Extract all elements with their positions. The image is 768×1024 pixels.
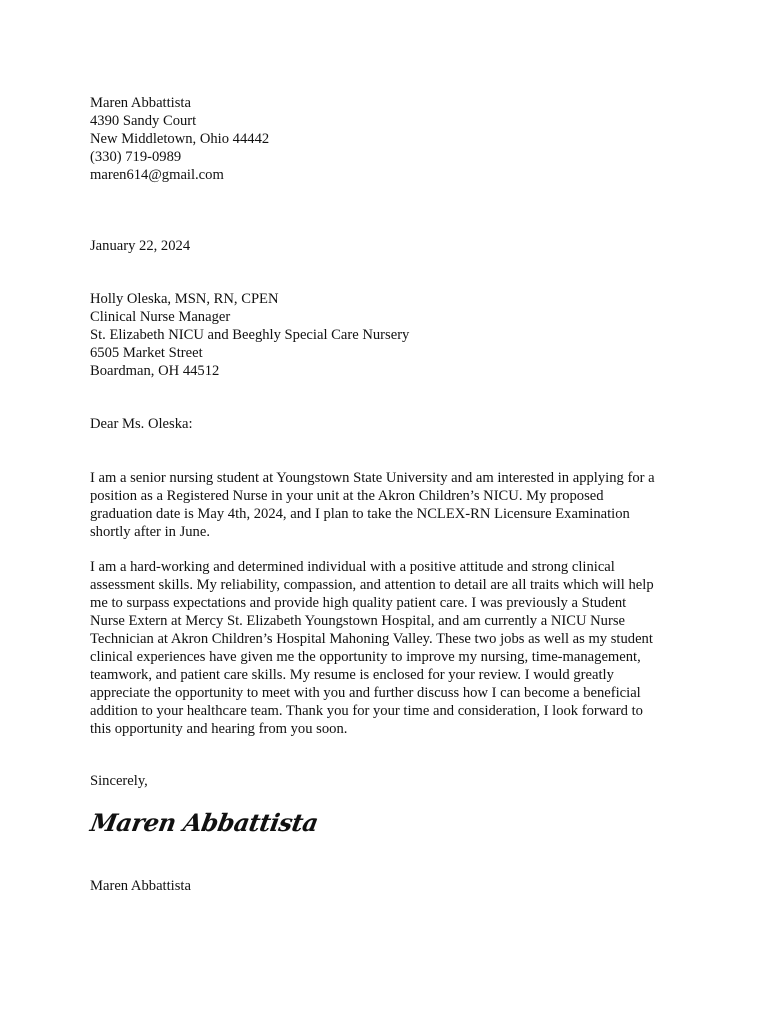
recipient-city-state-zip: Boardman, OH 44512 bbox=[90, 363, 220, 379]
salutation-text: Dear Ms. Oleska: bbox=[90, 416, 193, 432]
recipient-organization: St. Elizabeth NICU and Beeghly Special Care Nursery bbox=[90, 327, 410, 343]
paragraph-line: position as a Registered Nurse in your unit at the Akron Children’s NICU. My proposed bbox=[90, 488, 604, 504]
body-paragraph-1 bbox=[90, 469, 690, 541]
recipient-title: Clinical Nurse Manager bbox=[90, 309, 231, 325]
sender-address-block bbox=[90, 94, 690, 184]
recipient-name: Holly Oleska, MSN, RN, CPEN bbox=[90, 291, 279, 307]
paragraph-line: clinical experiences have given me the opportunity to improve my nursing, time-management, bbox=[90, 649, 641, 665]
paragraph-line: graduation date is May 4th, 2024, and I plan to take the NCLEX-RN Licensure Examination bbox=[90, 506, 630, 522]
recipient-address-block bbox=[90, 290, 690, 380]
date-text: January 22, 2024 bbox=[90, 238, 191, 254]
closing-text: Sincerely, bbox=[90, 773, 148, 789]
body-paragraph-2 bbox=[90, 558, 690, 738]
paragraph-line: teamwork, and patient care skills. My resume is enclosed for your review. I would greatly bbox=[90, 667, 614, 683]
paragraph-line: addition to your healthcare team. Thank you for your time and consideration, I look forward to bbox=[90, 703, 643, 719]
salutation bbox=[90, 415, 690, 433]
closing bbox=[90, 772, 690, 790]
paragraph-line: me to surpass expectations and provide high quality patient care. I was previously a Student bbox=[90, 595, 627, 611]
paragraph-line: shortly after in June. bbox=[90, 524, 210, 540]
sender-phone: (330) 719-0989 bbox=[90, 149, 182, 165]
typed-name bbox=[90, 877, 690, 895]
handwritten-signature: Maren Abbattista bbox=[88, 808, 321, 837]
paragraph-line: I am a hard-working and determined individual with a positive attitude and strong clinical bbox=[90, 559, 615, 575]
letter-date bbox=[90, 237, 690, 255]
paragraph-line: assessment skills. My reliability, compassion, and attention to detail are all traits which will help bbox=[90, 577, 654, 593]
paragraph-line: this opportunity and hearing from you soon. bbox=[90, 721, 348, 737]
sender-name: Maren Abbattista bbox=[90, 95, 191, 111]
recipient-street: 6505 Market Street bbox=[90, 345, 203, 361]
paragraph-line: Technician at Akron Children’s Hospital Mahoning Valley. These two jobs as well as my student bbox=[90, 631, 653, 647]
sender-city-state-zip: New Middletown, Ohio 44442 bbox=[90, 131, 270, 147]
paragraph-line: appreciate the opportunity to meet with you and further discuss how I can become a beneficial bbox=[90, 685, 641, 701]
paragraph-line: Nurse Extern at Mercy St. Elizabeth Youngstown Hospital, and am currently a NICU Nurse bbox=[90, 613, 625, 629]
typed-name-text: Maren Abbattista bbox=[90, 878, 191, 894]
sender-email: maren614@gmail.com bbox=[90, 167, 224, 183]
sender-street: 4390 Sandy Court bbox=[90, 113, 197, 129]
paragraph-line: I am a senior nursing student at Youngstown State University and am interested in applying for a bbox=[90, 470, 655, 486]
